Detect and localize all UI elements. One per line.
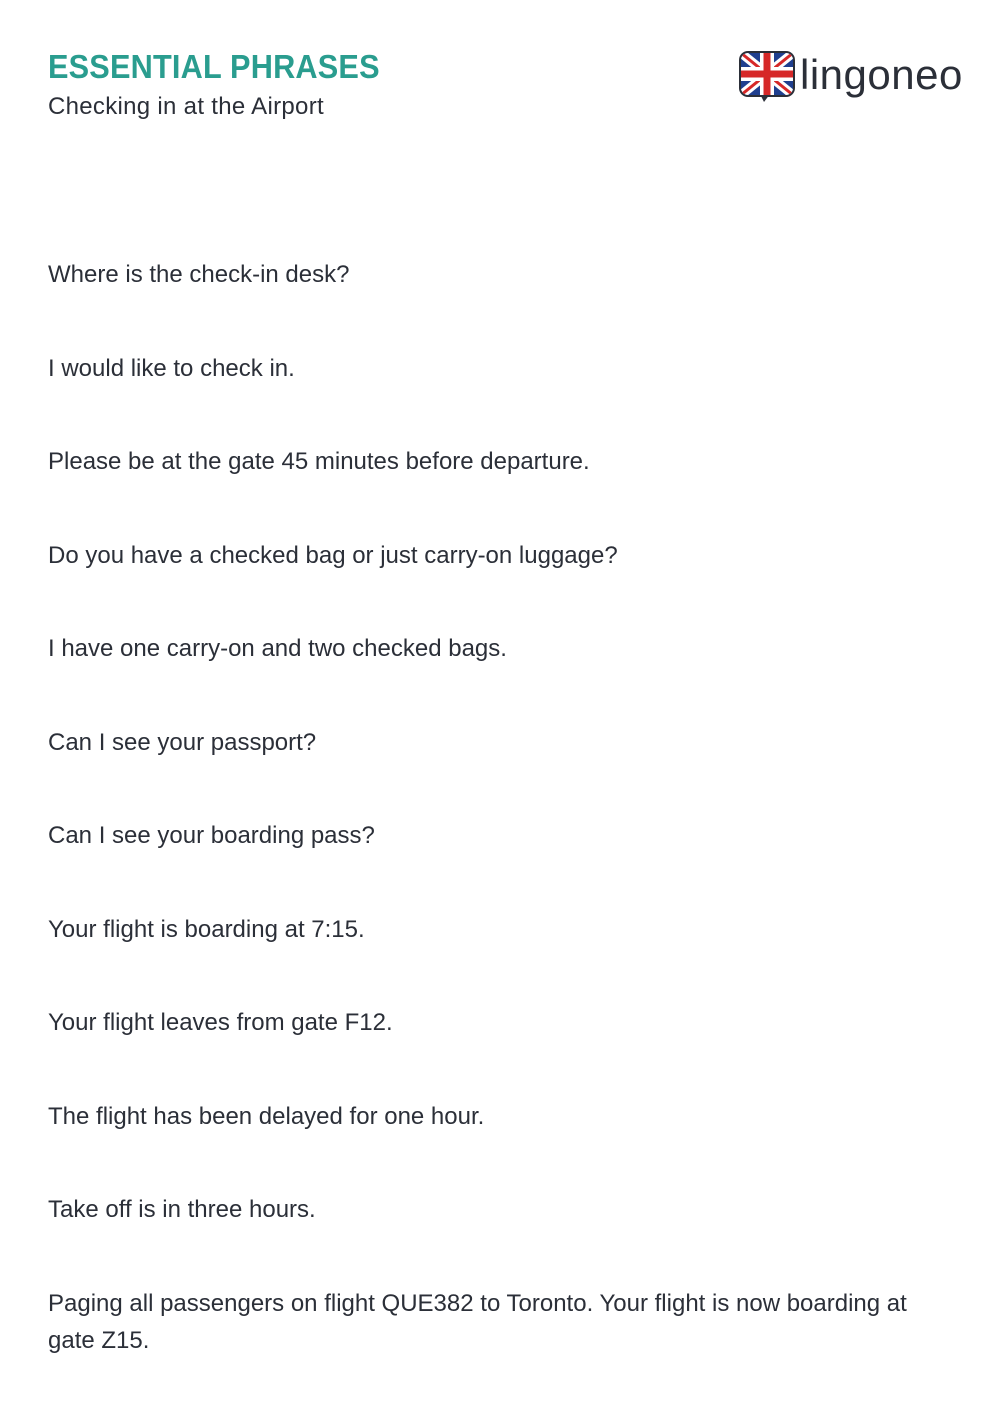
phrase-item: I have one carry-on and two checked bags. [48, 635, 507, 662]
phrase-item: Paging all passengers on flight QUE382 to Toronto. Your flight is now boarding at gate Z15. [48, 1290, 907, 1354]
phrase-item: Where is the check-in desk? [48, 261, 350, 288]
logo-text: lingoneo [800, 51, 963, 98]
uk-flag-speech-bubble-icon [738, 50, 796, 104]
phrase-item: Do you have a checked bag or just carry-on luggage? [48, 542, 618, 569]
phrase-item: Take off is in three hours. [48, 1196, 316, 1223]
phrase-item: Please be at the gate 45 minutes before departure. [48, 448, 590, 475]
phrase-item: Can I see your passport? [48, 729, 317, 756]
phrase-item: The flight has been delayed for one hour. [48, 1103, 485, 1130]
phrase-item: Your flight leaves from gate F12. [48, 1009, 393, 1036]
phrase-item: I would like to check in. [48, 355, 295, 382]
phrase-item: Can I see your boarding pass? [48, 822, 375, 849]
page-subtitle: Checking in at the Airport [48, 93, 324, 120]
lingoneo-logo [738, 50, 963, 104]
page-title: ESSENTIAL PHRASES [48, 48, 380, 85]
phrase-item: Your flight is boarding at 7:15. [48, 916, 365, 943]
